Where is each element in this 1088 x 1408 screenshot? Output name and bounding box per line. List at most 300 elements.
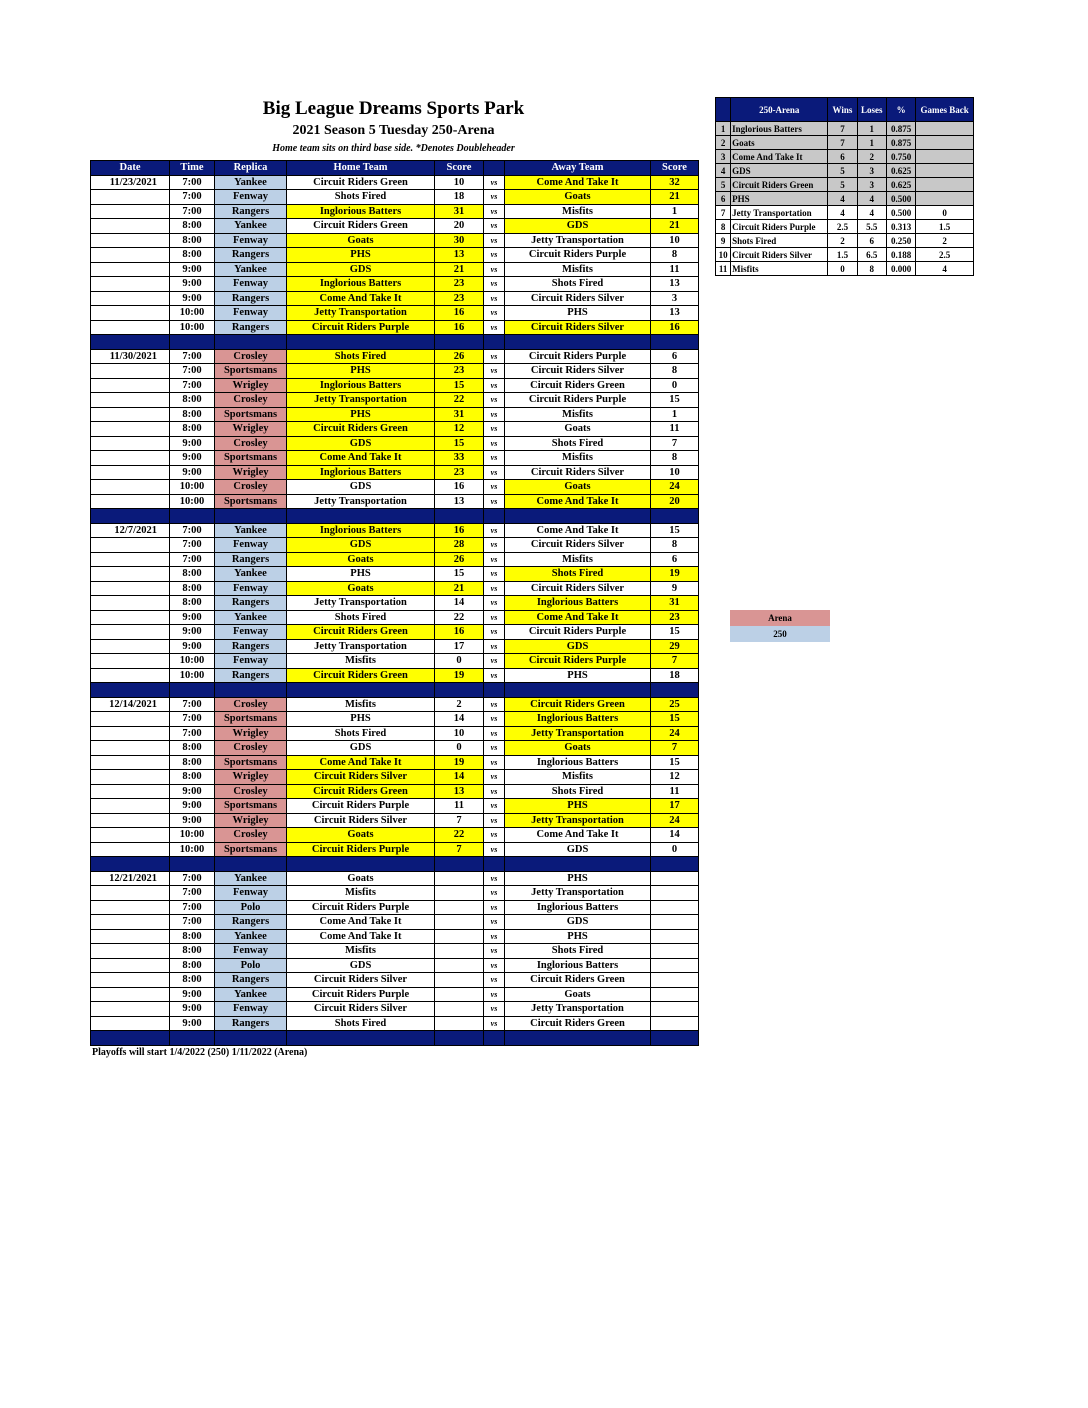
separator-cell	[435, 857, 484, 872]
header-home-team: Home Team	[287, 161, 435, 176]
home-score: 2	[435, 697, 484, 712]
vs-label: vs	[484, 262, 505, 277]
game-time: 7:00	[170, 915, 215, 930]
standings-table	[715, 97, 974, 276]
game-row	[91, 480, 699, 495]
vs-label: vs	[484, 741, 505, 756]
game-replica: Sportsmans	[215, 842, 287, 857]
game-date	[91, 915, 170, 930]
vs-label: vs	[484, 378, 505, 393]
away-score	[651, 987, 699, 1002]
standing-pct: 0.313	[886, 220, 915, 234]
game-time: 10:00	[170, 306, 215, 321]
game-date	[91, 987, 170, 1002]
away-score: 29	[651, 639, 699, 654]
home-team: GDS	[287, 480, 435, 495]
game-replica: Yankee	[215, 987, 287, 1002]
standings-header-pct: %	[886, 98, 915, 122]
home-team: Inglorious Batters	[287, 378, 435, 393]
home-score: 15	[435, 436, 484, 451]
home-score: 30	[435, 233, 484, 248]
away-score: 20	[651, 494, 699, 509]
game-date	[91, 973, 170, 988]
game-date	[91, 494, 170, 509]
away-team: Goats	[505, 741, 651, 756]
standings-header-loses: Loses	[857, 98, 886, 122]
game-time: 9:00	[170, 784, 215, 799]
separator-cell	[484, 509, 505, 524]
game-row	[91, 581, 699, 596]
schedule-body	[91, 175, 699, 1045]
game-replica: Rangers	[215, 596, 287, 611]
away-score: 15	[651, 755, 699, 770]
vs-label: vs	[484, 581, 505, 596]
header-date: Date	[91, 161, 170, 176]
home-score: 33	[435, 451, 484, 466]
away-team: Inglorious Batters	[505, 712, 651, 727]
game-replica: Crosley	[215, 697, 287, 712]
game-row	[91, 1016, 699, 1031]
game-date	[91, 306, 170, 321]
game-row	[91, 596, 699, 611]
standing-loses: 1	[857, 122, 886, 136]
home-team: Circuit Riders Green	[287, 625, 435, 640]
schedule-table	[90, 160, 699, 1046]
home-team: Come And Take It	[287, 929, 435, 944]
home-team: Circuit Riders Silver	[287, 1002, 435, 1017]
home-team: Circuit Riders Purple	[287, 900, 435, 915]
away-score: 12	[651, 770, 699, 785]
game-row	[91, 567, 699, 582]
away-score: 6	[651, 552, 699, 567]
vs-label: vs	[484, 697, 505, 712]
game-row	[91, 523, 699, 538]
standings-header-games-back: Games Back	[916, 98, 974, 122]
header-replica: Replica	[215, 161, 287, 176]
home-score: 10	[435, 726, 484, 741]
home-score: 23	[435, 291, 484, 306]
game-row	[91, 958, 699, 973]
standings-row	[716, 136, 974, 150]
away-team: PHS	[505, 668, 651, 683]
game-replica: Crosley	[215, 741, 287, 756]
home-score: 0	[435, 654, 484, 669]
home-team: GDS	[287, 262, 435, 277]
vs-label: vs	[484, 349, 505, 364]
standing-loses: 2	[857, 150, 886, 164]
away-score: 8	[651, 538, 699, 553]
home-score: 14	[435, 770, 484, 785]
week-separator	[91, 335, 699, 350]
away-score: 31	[651, 596, 699, 611]
vs-label: vs	[484, 422, 505, 437]
standings-header-row	[716, 98, 974, 122]
away-team: Jetty Transportation	[505, 813, 651, 828]
vs-label: vs	[484, 784, 505, 799]
away-score: 8	[651, 451, 699, 466]
home-score: 23	[435, 277, 484, 292]
game-time: 9:00	[170, 291, 215, 306]
game-time: 7:00	[170, 697, 215, 712]
game-time: 7:00	[170, 349, 215, 364]
game-row	[91, 784, 699, 799]
away-team: Inglorious Batters	[505, 596, 651, 611]
away-score: 16	[651, 320, 699, 335]
standing-loses: 3	[857, 178, 886, 192]
home-score: 26	[435, 349, 484, 364]
game-time: 8:00	[170, 581, 215, 596]
home-score: 13	[435, 784, 484, 799]
game-replica: Wrigley	[215, 770, 287, 785]
standing-wins: 6	[828, 150, 857, 164]
away-team: Misfits	[505, 552, 651, 567]
standings-header-rank	[716, 98, 731, 122]
home-score	[435, 915, 484, 930]
home-team: Goats	[287, 871, 435, 886]
standing-games-back: 2.5	[916, 248, 974, 262]
game-row	[91, 871, 699, 886]
vs-label: vs	[484, 668, 505, 683]
home-team: Inglorious Batters	[287, 204, 435, 219]
standing-rank: 3	[716, 150, 731, 164]
away-score: 25	[651, 697, 699, 712]
standing-loses: 4	[857, 206, 886, 220]
vs-label: vs	[484, 233, 505, 248]
game-date	[91, 480, 170, 495]
game-row	[91, 291, 699, 306]
home-team: PHS	[287, 567, 435, 582]
home-team: Circuit Riders Purple	[287, 987, 435, 1002]
home-score	[435, 944, 484, 959]
vs-label: vs	[484, 364, 505, 379]
home-score: 15	[435, 378, 484, 393]
home-score: 21	[435, 262, 484, 277]
away-team: Circuit Riders Purple	[505, 625, 651, 640]
game-replica: Sportsmans	[215, 494, 287, 509]
standings-row	[716, 206, 974, 220]
game-row	[91, 886, 699, 901]
game-replica: Rangers	[215, 552, 287, 567]
away-score	[651, 886, 699, 901]
separator-cell	[484, 1031, 505, 1046]
game-time: 10:00	[170, 480, 215, 495]
away-team: Goats	[505, 987, 651, 1002]
game-row	[91, 987, 699, 1002]
game-time: 7:00	[170, 900, 215, 915]
game-date	[91, 886, 170, 901]
game-row	[91, 494, 699, 509]
game-time: 8:00	[170, 219, 215, 234]
game-date	[91, 581, 170, 596]
game-date: 11/30/2021	[91, 349, 170, 364]
home-score: 15	[435, 567, 484, 582]
home-score: 16	[435, 523, 484, 538]
game-time: 9:00	[170, 277, 215, 292]
separator-cell	[651, 335, 699, 350]
vs-label: vs	[484, 958, 505, 973]
home-score: 31	[435, 204, 484, 219]
home-score: 17	[435, 639, 484, 654]
game-date	[91, 784, 170, 799]
away-score	[651, 958, 699, 973]
vs-label: vs	[484, 465, 505, 480]
game-replica: Fenway	[215, 233, 287, 248]
vs-label: vs	[484, 929, 505, 944]
game-row	[91, 712, 699, 727]
game-row	[91, 407, 699, 422]
vs-label: vs	[484, 306, 505, 321]
vs-label: vs	[484, 712, 505, 727]
game-date: 12/7/2021	[91, 523, 170, 538]
game-date	[91, 422, 170, 437]
standing-loses: 6	[857, 234, 886, 248]
game-date	[91, 944, 170, 959]
standings-row	[716, 164, 974, 178]
away-score: 8	[651, 248, 699, 263]
vs-label: vs	[484, 1002, 505, 1017]
game-date	[91, 190, 170, 205]
standing-team: Goats	[731, 136, 828, 150]
game-time: 7:00	[170, 886, 215, 901]
home-score: 16	[435, 625, 484, 640]
vs-label: vs	[484, 596, 505, 611]
away-team: GDS	[505, 219, 651, 234]
away-score: 13	[651, 306, 699, 321]
game-replica: Yankee	[215, 610, 287, 625]
game-time: 8:00	[170, 233, 215, 248]
game-replica: Yankee	[215, 871, 287, 886]
away-score: 11	[651, 784, 699, 799]
vs-label: vs	[484, 190, 505, 205]
game-date	[91, 813, 170, 828]
game-row	[91, 668, 699, 683]
vs-label: vs	[484, 320, 505, 335]
home-team: Circuit Riders Green	[287, 422, 435, 437]
week-separator	[91, 857, 699, 872]
game-replica: Fenway	[215, 581, 287, 596]
separator-cell	[91, 335, 170, 350]
standing-games-back	[916, 136, 974, 150]
game-row	[91, 219, 699, 234]
game-date: 12/21/2021	[91, 871, 170, 886]
standing-rank: 11	[716, 262, 731, 276]
game-date	[91, 465, 170, 480]
game-date	[91, 378, 170, 393]
game-row	[91, 552, 699, 567]
away-score: 15	[651, 523, 699, 538]
header-home-score: Score	[435, 161, 484, 176]
game-row	[91, 625, 699, 640]
away-team: Come And Take It	[505, 494, 651, 509]
away-score: 7	[651, 741, 699, 756]
game-date	[91, 842, 170, 857]
standing-team: PHS	[731, 192, 828, 206]
standing-games-back: 1.5	[916, 220, 974, 234]
game-time: 9:00	[170, 813, 215, 828]
home-score	[435, 871, 484, 886]
home-score: 22	[435, 828, 484, 843]
game-time: 7:00	[170, 871, 215, 886]
week-separator	[91, 509, 699, 524]
separator-cell	[435, 509, 484, 524]
game-time: 9:00	[170, 1002, 215, 1017]
vs-label: vs	[484, 538, 505, 553]
standing-wins: 4	[828, 192, 857, 206]
home-team: GDS	[287, 958, 435, 973]
away-team: Goats	[505, 422, 651, 437]
away-team: Circuit Riders Green	[505, 378, 651, 393]
home-team: Shots Fired	[287, 610, 435, 625]
separator-cell	[505, 335, 651, 350]
away-score	[651, 944, 699, 959]
away-score: 32	[651, 175, 699, 190]
vs-label: vs	[484, 625, 505, 640]
game-replica: Polo	[215, 900, 287, 915]
game-row	[91, 306, 699, 321]
vs-label: vs	[484, 204, 505, 219]
separator-cell	[91, 857, 170, 872]
separator-cell	[651, 683, 699, 698]
vs-label: vs	[484, 248, 505, 263]
home-score: 18	[435, 190, 484, 205]
standing-wins: 4	[828, 206, 857, 220]
separator-cell	[505, 509, 651, 524]
standing-pct: 0.625	[886, 178, 915, 192]
game-time: 9:00	[170, 1016, 215, 1031]
away-score: 1	[651, 204, 699, 219]
game-date	[91, 712, 170, 727]
home-team: Shots Fired	[287, 726, 435, 741]
game-replica: Yankee	[215, 567, 287, 582]
game-time: 8:00	[170, 393, 215, 408]
game-date	[91, 799, 170, 814]
game-time: 10:00	[170, 494, 215, 509]
home-team: Inglorious Batters	[287, 465, 435, 480]
game-date	[91, 596, 170, 611]
game-row	[91, 1002, 699, 1017]
game-row	[91, 364, 699, 379]
away-score: 3	[651, 291, 699, 306]
separator-cell	[170, 509, 215, 524]
home-team: Inglorious Batters	[287, 277, 435, 292]
standings-row	[716, 220, 974, 234]
standings-row	[716, 262, 974, 276]
game-time: 8:00	[170, 248, 215, 263]
away-score	[651, 929, 699, 944]
game-date	[91, 538, 170, 553]
game-time: 8:00	[170, 944, 215, 959]
away-score	[651, 973, 699, 988]
away-team: Shots Fired	[505, 277, 651, 292]
away-score	[651, 1002, 699, 1017]
away-score: 21	[651, 219, 699, 234]
standing-loses: 4	[857, 192, 886, 206]
home-team: Come And Take It	[287, 755, 435, 770]
standing-pct: 0.250	[886, 234, 915, 248]
standing-games-back	[916, 164, 974, 178]
separator-cell	[505, 1031, 651, 1046]
standing-rank: 4	[716, 164, 731, 178]
standing-wins: 2	[828, 234, 857, 248]
home-score: 19	[435, 668, 484, 683]
separator-cell	[91, 1031, 170, 1046]
separator-cell	[505, 857, 651, 872]
home-team: Come And Take It	[287, 451, 435, 466]
home-score	[435, 900, 484, 915]
away-team: Circuit Riders Purple	[505, 654, 651, 669]
game-date	[91, 248, 170, 263]
game-replica: Yankee	[215, 262, 287, 277]
game-time: 7:00	[170, 204, 215, 219]
home-team: Misfits	[287, 944, 435, 959]
vs-label: vs	[484, 770, 505, 785]
standing-games-back: 4	[916, 262, 974, 276]
game-time: 7:00	[170, 726, 215, 741]
standing-loses: 8	[857, 262, 886, 276]
game-replica: Crosley	[215, 393, 287, 408]
game-replica: Fenway	[215, 277, 287, 292]
game-date	[91, 393, 170, 408]
game-replica: Wrigley	[215, 465, 287, 480]
header-vs	[484, 161, 505, 176]
separator-cell	[287, 857, 435, 872]
game-row	[91, 755, 699, 770]
game-row	[91, 944, 699, 959]
game-time: 7:00	[170, 364, 215, 379]
home-score: 14	[435, 712, 484, 727]
vs-label: vs	[484, 610, 505, 625]
away-team: Circuit Riders Purple	[505, 349, 651, 364]
standings-row	[716, 234, 974, 248]
game-replica: Rangers	[215, 915, 287, 930]
home-team: Circuit Riders Silver	[287, 813, 435, 828]
game-replica: Rangers	[215, 248, 287, 263]
standing-loses: 3	[857, 164, 886, 178]
vs-label: vs	[484, 175, 505, 190]
game-date	[91, 726, 170, 741]
away-score: 14	[651, 828, 699, 843]
playoffs-footnote: Playoffs will start 1/4/2022 (250) 1/11/2022 (Arena)	[92, 1047, 308, 1058]
game-date	[91, 262, 170, 277]
game-time: 9:00	[170, 987, 215, 1002]
game-time: 8:00	[170, 755, 215, 770]
home-score: 19	[435, 755, 484, 770]
game-time: 9:00	[170, 465, 215, 480]
standing-loses: 6.5	[857, 248, 886, 262]
schedule-note: Home team sits on third base side. *Denotes Doubleheader	[272, 143, 515, 154]
home-team: Jetty Transportation	[287, 494, 435, 509]
game-replica: Crosley	[215, 436, 287, 451]
vs-label: vs	[484, 639, 505, 654]
game-row	[91, 465, 699, 480]
away-team: GDS	[505, 915, 651, 930]
game-replica: Wrigley	[215, 422, 287, 437]
away-team: Misfits	[505, 204, 651, 219]
standing-rank: 1	[716, 122, 731, 136]
home-team: Jetty Transportation	[287, 596, 435, 611]
home-team: PHS	[287, 407, 435, 422]
standing-games-back	[916, 122, 974, 136]
game-date	[91, 552, 170, 567]
legend-250: 250	[730, 626, 830, 642]
game-row	[91, 248, 699, 263]
home-team: Come And Take It	[287, 291, 435, 306]
game-replica: Sportsmans	[215, 799, 287, 814]
standing-wins: 5	[828, 164, 857, 178]
game-time: 8:00	[170, 741, 215, 756]
game-replica: Rangers	[215, 1016, 287, 1031]
standing-pct: 0.750	[886, 150, 915, 164]
